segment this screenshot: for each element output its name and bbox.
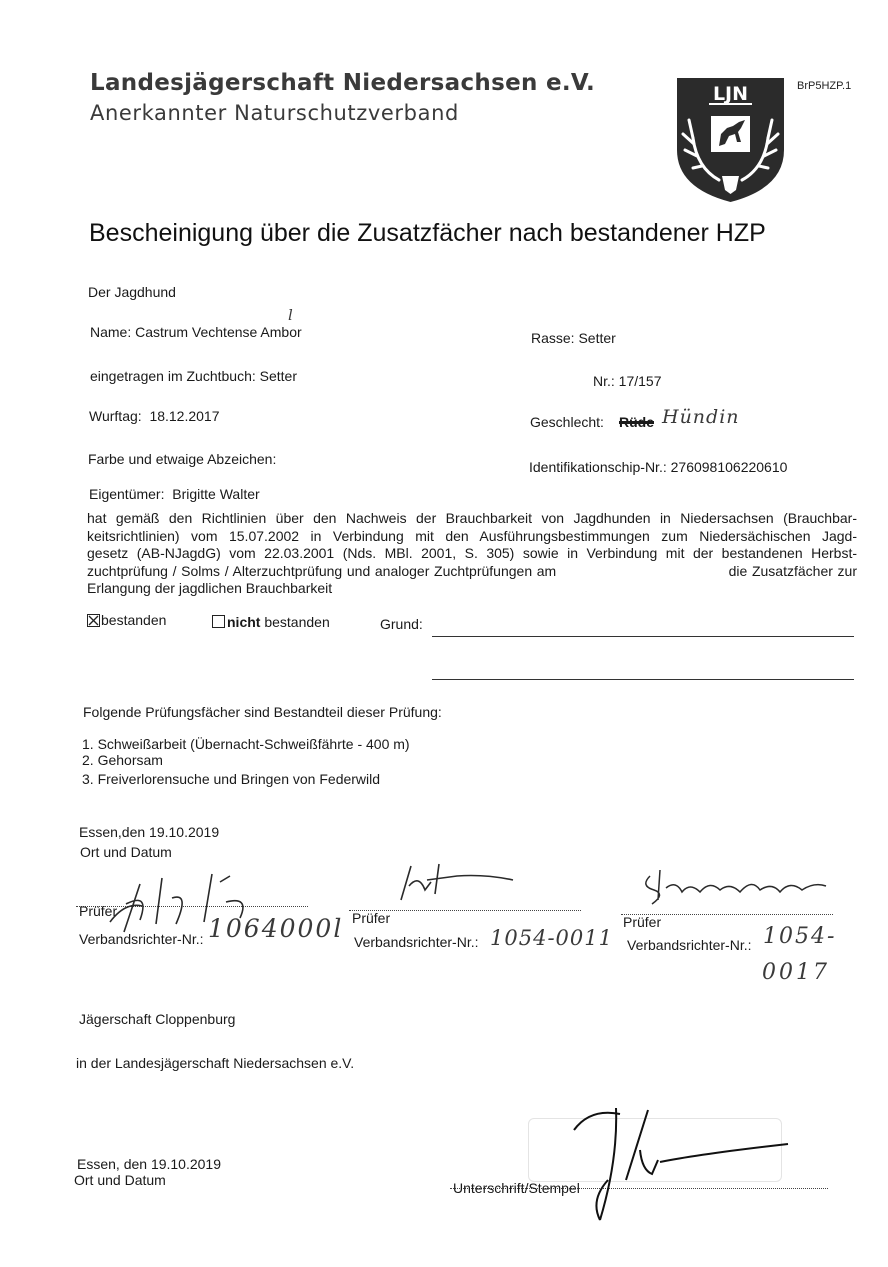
place-date-2-label: Ort und Datum (74, 1172, 166, 1188)
name-label: Name: (90, 324, 132, 340)
breed-value: Setter (578, 330, 616, 346)
judge-2-title: Prüfer (352, 910, 391, 926)
place-date-value: Essen,den 19.10.2019 (79, 824, 220, 840)
place-date-2-value: Essen, den 19.10.2019 (77, 1156, 222, 1172)
judge-2-signature (395, 856, 525, 916)
paragraph-line: keitsrichtlinien) vom 15.07.2002 in Verbindung mit den Ausführungsbestimmungen zum Niedersächischen Jagd- (87, 527, 857, 544)
paragraph-line: gesetz (AB-NJagdG) vom 22.03.2001 (Nds. MBl. 2001, S. 305) sowie in Verbindung mit der bestandenen Herbst- (87, 545, 857, 561)
judge-3-nr-label: Verbandsrichter-Nr.: (627, 937, 752, 953)
owner-label: Eigentümer: (89, 486, 165, 502)
judge-3-title: Prüfer (623, 914, 662, 930)
judge-1-title: Prüfer (79, 903, 118, 919)
breed-label: Rasse: (531, 330, 575, 346)
breed-row (531, 330, 616, 346)
paragraph-line: Erlangung der jagdlichen Brauchbarkeit (87, 580, 333, 596)
judge-2-nr-label: Verbandsrichter-Nr.: (354, 934, 479, 950)
reason-label: Grund: (380, 616, 423, 632)
owner-row (89, 486, 260, 502)
sex-label: Geschlecht: (530, 414, 604, 430)
organization-subtitle: Anerkannter Naturschutzverband (90, 101, 459, 125)
reason-line-2[interactable] (432, 679, 854, 680)
ljn-crest-logo (675, 76, 786, 204)
color-label: Farbe und etwaige Abzeichen: (88, 451, 277, 467)
studbook-label: eingetragen im Zuchtbuch: (90, 368, 256, 384)
paragraph-line: zuchtprüfung / Solms / Alterzuchtprüfung und analoger Zuchtprüfungen am die Zusatzfächer zur (87, 562, 857, 579)
final-signature (560, 1100, 800, 1230)
dog-section-label: Der Jagdhund (88, 284, 176, 300)
sex-struck-value: Rüde (619, 414, 654, 430)
failed-label-bold: nicht (227, 614, 261, 630)
document-title: Bescheinigung über die Zusatzfächer nach bestandener HZP (89, 219, 766, 247)
chip-label: Identifikationschip-Nr.: (529, 459, 667, 475)
judge-3-nr-value-line1: 1054- (763, 924, 837, 949)
name-correction: l (288, 306, 293, 324)
chip-value: 276098106220610 (670, 459, 788, 475)
certification-paragraph (87, 510, 857, 598)
studbook-value: Setter (259, 368, 298, 384)
name-row (90, 324, 302, 340)
club-name: Jägerschaft Cloppenburg (79, 1011, 236, 1027)
subjects-heading: Folgende Prüfungsfächer sind Bestandteil dieser Prüfung: (83, 704, 442, 720)
paragraph-line: hat gemäß den Richtlinien über den Nachweis der Brauchbarkeit von Jagdhunden in Niedersachsen (Brauchbar- (87, 510, 857, 526)
failed-label-rest: bestanden (260, 614, 330, 630)
logo-text: LJN (712, 83, 749, 105)
birth-value: 18.12.2017 (149, 408, 220, 424)
organization-name: Landesjägerschaft Niedersachsen e.V. (90, 70, 596, 96)
judge-2-nr-value: 1054-0011 (490, 926, 613, 950)
number-value: 17/157 (618, 373, 662, 389)
chip-row (529, 459, 787, 475)
studbook-row (90, 368, 297, 384)
check-x-icon (87, 614, 100, 627)
signature-label: Unterschrift/Stempel (453, 1180, 580, 1196)
judge-1-nr-value: 1064000l (208, 914, 344, 943)
birth-label: Wurftag: (89, 408, 142, 424)
reason-line-1[interactable] (432, 636, 854, 637)
birth-row (89, 408, 220, 424)
passed-label: bestanden (101, 612, 167, 628)
passed-checkbox[interactable] (87, 614, 100, 627)
judge-3-signature (630, 856, 840, 916)
subject-item: 1. Schweißarbeit (Übernacht-Schweißfährte - 400 m) (82, 736, 410, 752)
club-within: in der Landesjägerschaft Niedersachsen e.V. (76, 1055, 355, 1071)
subject-item: 3. Freiverlorensuche und Bringen von Federwild (82, 771, 381, 787)
failed-label (227, 614, 330, 630)
owner-value: Brigitte Walter (172, 486, 260, 502)
dog-name: Castrum Vechtense Ambor (135, 324, 302, 340)
document-code: BrP5HZP.1 (797, 80, 852, 92)
judge-3-nr-value-line2: 0017 (762, 960, 830, 985)
number-row (593, 373, 662, 389)
sex-handwritten-value: Hündin (662, 406, 740, 428)
judge-1-nr-label: Verbandsrichter-Nr.: (79, 931, 204, 947)
place-date-label: Ort und Datum (80, 844, 172, 860)
number-label: Nr.: (593, 373, 615, 389)
subject-item: 2. Gehorsam (82, 752, 163, 768)
failed-checkbox[interactable] (212, 615, 225, 628)
